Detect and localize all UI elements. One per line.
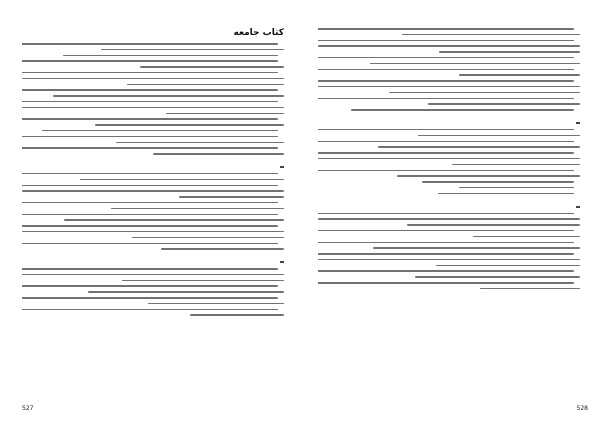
text-line	[397, 175, 580, 177]
paragraph-gap	[318, 115, 580, 122]
text-line	[318, 158, 580, 160]
text-line	[153, 153, 284, 155]
section-mark	[280, 166, 284, 168]
text-line	[22, 214, 278, 216]
text-line	[22, 243, 278, 245]
text-line	[111, 208, 284, 210]
text-line	[22, 101, 278, 103]
text-line	[88, 291, 285, 293]
text-line	[22, 309, 278, 311]
text-line	[132, 237, 284, 239]
text-line	[22, 202, 278, 204]
text-line	[22, 268, 278, 270]
text-line	[318, 28, 574, 30]
text-line	[318, 69, 574, 71]
text-line	[22, 297, 278, 299]
chapter-title: کتاب جامعه	[233, 28, 284, 38]
text-line	[22, 147, 278, 149]
text-line	[415, 276, 580, 278]
text-line	[22, 78, 284, 80]
left-page-text	[22, 28, 284, 390]
text-line	[407, 224, 580, 226]
text-line	[318, 218, 580, 220]
section-mark	[576, 122, 580, 124]
text-line	[318, 270, 574, 272]
text-line	[373, 247, 580, 249]
text-line	[22, 274, 284, 276]
text-line	[480, 288, 580, 290]
text-line	[22, 60, 278, 62]
text-line	[161, 248, 284, 250]
text-line	[318, 45, 580, 47]
text-line	[22, 173, 278, 175]
paragraph-gap	[22, 159, 284, 166]
text-line	[166, 113, 284, 115]
text-line	[318, 98, 574, 100]
paragraph-gap	[22, 254, 284, 261]
right-page-text	[318, 28, 580, 390]
text-line	[318, 57, 574, 59]
text-line	[318, 141, 574, 143]
paragraph-gap	[318, 199, 580, 206]
page-number-right: 528	[576, 405, 588, 412]
page-number-left: 527	[22, 405, 34, 412]
text-line	[22, 231, 284, 233]
text-line	[418, 135, 580, 137]
section-mark	[576, 206, 580, 208]
text-line	[22, 107, 284, 109]
text-line	[179, 196, 284, 198]
text-line	[459, 74, 580, 76]
text-line	[318, 282, 574, 284]
text-line	[53, 95, 284, 97]
text-line	[95, 124, 284, 126]
text-line	[422, 181, 574, 183]
text-line	[22, 190, 284, 192]
text-line	[22, 225, 278, 227]
text-line	[22, 118, 278, 120]
text-line	[22, 185, 278, 187]
section-mark	[280, 261, 284, 263]
text-line	[318, 152, 574, 154]
text-line	[318, 242, 574, 244]
text-line	[452, 164, 580, 166]
text-line	[140, 66, 284, 68]
text-line	[318, 86, 580, 88]
text-line	[318, 253, 574, 255]
right-page	[300, 0, 600, 424]
text-line	[318, 259, 580, 261]
text-line	[318, 129, 574, 131]
text-line	[473, 236, 580, 238]
text-line	[439, 51, 580, 53]
text-line	[436, 265, 580, 267]
text-line	[402, 34, 580, 36]
text-line	[459, 187, 574, 189]
text-line	[116, 142, 284, 144]
text-line	[64, 219, 284, 221]
text-line	[378, 146, 580, 148]
text-line	[22, 89, 278, 91]
text-line	[318, 80, 574, 82]
text-line	[318, 40, 574, 42]
text-line	[351, 109, 574, 111]
text-line	[101, 49, 284, 51]
text-line	[318, 230, 574, 232]
text-line	[127, 84, 284, 86]
text-line	[80, 179, 284, 181]
text-line	[122, 280, 284, 282]
text-line	[318, 170, 574, 172]
text-line	[190, 314, 284, 316]
text-line	[22, 285, 278, 287]
text-line	[370, 63, 580, 65]
text-line	[22, 72, 278, 74]
text-line	[389, 92, 580, 94]
text-line	[22, 43, 278, 45]
text-line	[63, 55, 278, 57]
text-line	[438, 193, 574, 195]
text-line	[42, 130, 278, 132]
text-line	[428, 103, 580, 105]
text-line	[22, 136, 278, 138]
text-line	[148, 303, 284, 305]
text-line	[318, 213, 574, 215]
